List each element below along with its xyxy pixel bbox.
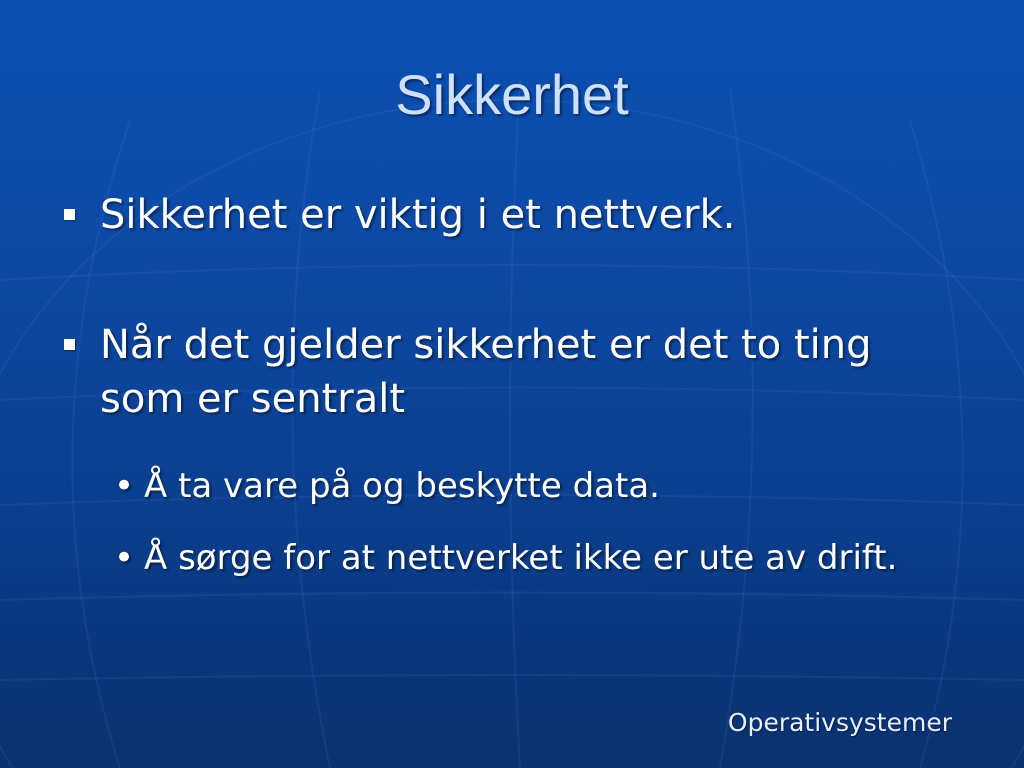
bullet-text: Når det gjelder sikkerhet er det to ting som er sentralt (100, 322, 872, 422)
slide-title: Sikkerhet (395, 63, 629, 126)
bullet-item (60, 188, 960, 242)
sub-bullet-text: Å ta vare på og beskytte data. (144, 466, 660, 506)
square-bullet-icon (60, 318, 100, 426)
square-bullet-icon (60, 188, 100, 242)
slide-footer: Operativsystemer (727, 708, 952, 737)
round-bullet-icon: • (114, 466, 135, 506)
round-bullet-icon: • (114, 538, 135, 578)
sub-bullet-text: Å sørge for at nettverket ikke er ute av drift. (144, 538, 898, 578)
bullet-text: Sikkerhet er viktig i et nettverk. (100, 192, 736, 238)
sub-bullet-item (114, 462, 944, 510)
sub-bullet-item (114, 534, 944, 582)
bullet-item (60, 318, 920, 426)
